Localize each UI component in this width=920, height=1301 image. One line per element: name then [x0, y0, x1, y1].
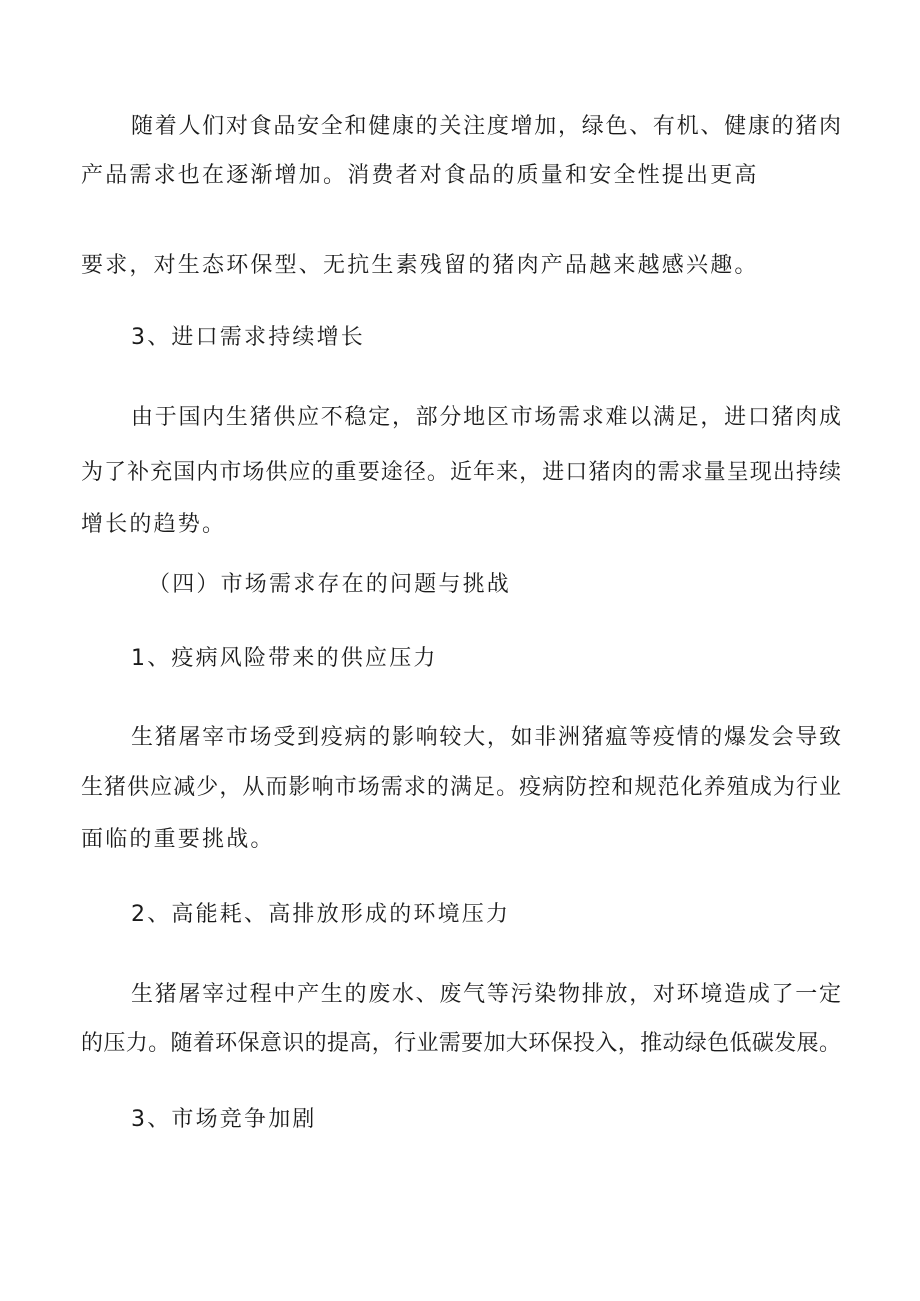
paragraph-line: 产品需求也在逐渐增加。消费者对食品的质量和安全性提出更高 [81, 163, 759, 188]
section-heading: 3、市场竞争加剧 [131, 1107, 317, 1132]
paragraph-line: 的压力。随着环保意识的提高，行业需要加大环保投入，推动绿色低碳发展。 [81, 1031, 841, 1056]
paragraph-line: 为了补充国内市场供应的重要途径。近年来，进口猪肉的需求量呈现出持续 [81, 460, 841, 485]
section-heading: 1、疫病风险带来的供应压力 [131, 646, 438, 671]
paragraph-line: 面临的重要挑战。 [81, 827, 275, 852]
section-heading: 2、高能耗、高排放形成的环境压力 [131, 902, 511, 927]
paragraph-line: 要求，对生态环保型、无抗生素残留的猪肉产品越来越感兴趣。 [81, 253, 759, 278]
paragraph-line: 由于国内生猪供应不稳定，部分地区市场需求难以满足，进口猪肉成 [131, 405, 841, 430]
section-heading: （四）市场需求存在的问题与挑战 [148, 572, 512, 597]
paragraph-line: 生猪屠宰过程中产生的废水、废气等污染物排放，对环境造成了一定 [131, 982, 841, 1007]
paragraph-line: 随着人们对食品安全和健康的关注度增加，绿色、有机、健康的猪肉 [131, 114, 841, 139]
paragraph-line: 增长的趋势。 [81, 512, 227, 537]
section-heading: 3、进口需求持续增长 [131, 325, 365, 350]
paragraph-line: 生猪屠宰市场受到疫病的影响较大，如非洲猪瘟等疫情的爆发会导致 [131, 725, 841, 750]
paragraph-line: 生猪供应减少，从而影响市场需求的满足。疫病防控和规范化养殖成为行业 [81, 775, 841, 800]
